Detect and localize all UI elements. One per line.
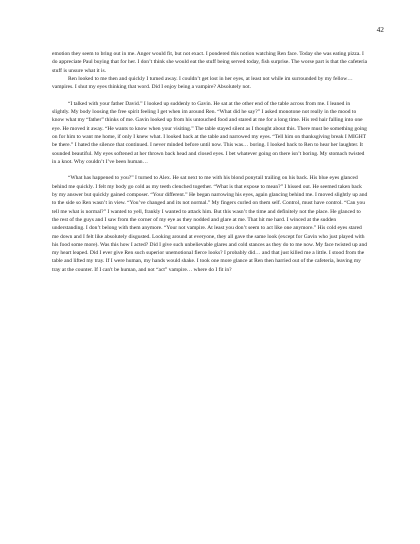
document-body — [52, 50, 368, 274]
paragraph-4: “What has happened to you?” I turned to Alex. He sat next to me with his blond ponytail trailing on his back. His blue eyes glanced behind me quickly. I felt my body go cold as my teeth clenched together. “What is that expose to mean?” I hissed out. He seemed taken back by my answer but quickly gained composer. “Your different.” He began narrowing his eyes, again glancing behind me. I moved slightly up and to the side so Ren wasn’t in view. “You’ve changed and its not normal.” My fingers curled on them self. Control, must have control. “Can you tell me what is normal?” I wanted to yell, frankly I wanted to attack him. But this wasn’t the time and definitely not the place. He glanced to the rest of the guys and I saw from the corner of my eye as they nodded and glare at me. That hit me hard. I winced at the sudden understanding. I don’t belong with them anymore. “Your not vampire. At least you don’t seem to act like one anymore.” His cold eyes stared me down and I felt like absolutely disgusted. Looking around at everyone, they all gave the same look (except for Gavin who just played with his food some more). Was this how I acted? Did I give such unbelievable glares and cold stances as they do to me now. My face twisted up and my heart leaped. Did I ever give Ren such superior unemotional fierce looks? I probably did… and that just killed me a little. I stood from the table and lifted my tray. If I were human, my hands would shake. I took one more glance at Ren then harried out of the cafeteria, leaving my tray at the counter. If I can't be human, and not “act” vampire… where do I fit in? — [52, 175, 368, 273]
paragraph-3: “I talked with your father David.” I looked up suddenly to Gavin. He sat at the other end of the table across from me. I leaned in slightly. My body loosing the free spirit feeling I get when im around Ren. “What did he say?” I asked monotone not really in the mood to know what my “father” thinks of me. Gavin looked up from his untouched food and stared at me for a long time. His red hair falling into one eye. He moved it away. “He wants to know when your visiting.” The table stayed silent as I thought about this. There must be something going on for him to want me home, if only I knew what. I looked back at the table and narrowed my eyes. “Tell him on thanksgiving break I MIGHT be there.” I hated the silence that continued. I never minded before until now. This was… boring. I looked back to Ren to hear her laughter. It sounded beautiful. My eyes softened at her thrown back head and closed eyes. I bet whatever going on there isn’t boring. My stomach twisted in a knot. Why couldn’t I’ve been human… — [52, 100, 367, 165]
page-number: 42 — [376, 25, 384, 34]
paragraph-2: Ren looked to me then and quickly I turned away. I couldn’t get lost in her eyes, at least not while im surrounded by my fellow… vampires. I shut my eyes thinking that word. Did I enjoy being a vampire? Absolutely not. — [52, 75, 353, 91]
paragraph-1: emotion they seem to bring out in me. Anger would fit, but not exact. I pondered this notion watching Ren face. Today she was eating pizza. I do appreciate Paul buying that for her. I don’t think she would eat the stuff being served today, fish surprise. The worse part is that the cafeteria stuff is unsure what it is. — [52, 51, 368, 74]
